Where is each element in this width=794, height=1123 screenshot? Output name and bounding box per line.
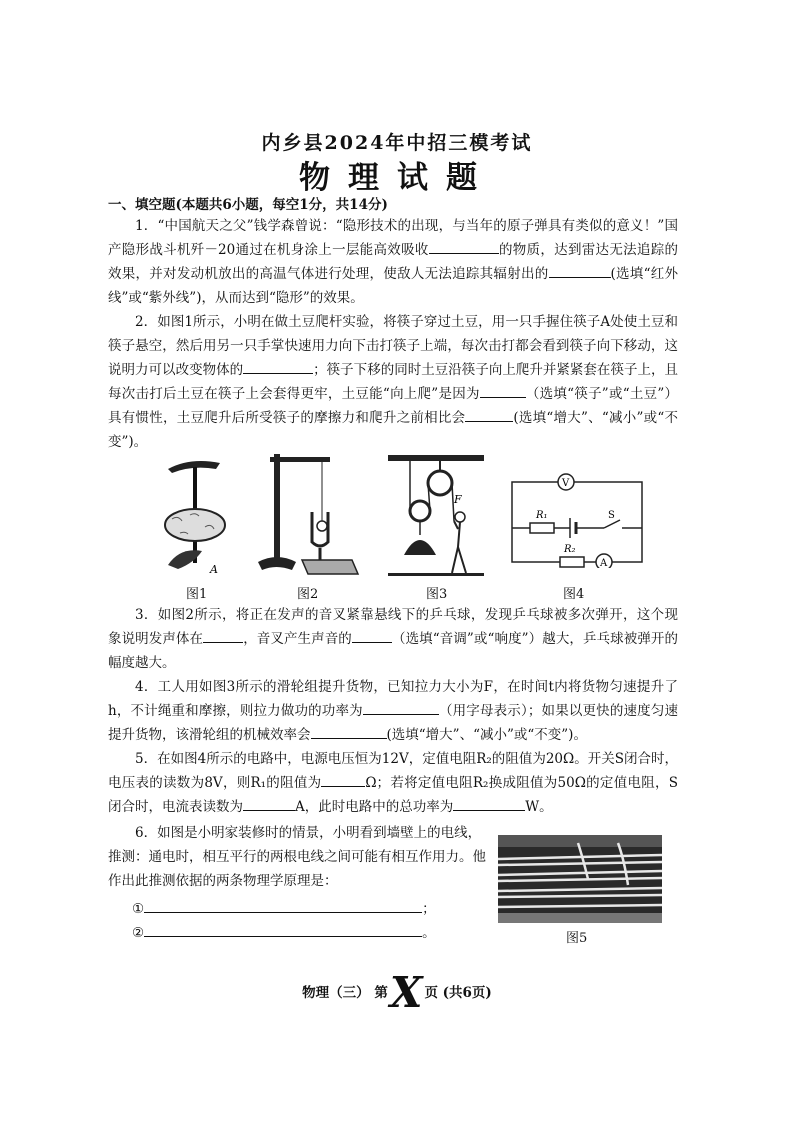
q6-text-1: 6．如图是小明家装修时的情景，小明看到墙壁上的电线，推测：通电时，相互平行的两根电线之间可能有相互作用力。他作出此推测依据的两条物理学原理是： (108, 825, 486, 889)
q1-text-2: 的物质，达到雷达无法追踪的效果，并对发动机放出的高温气体进行处理，使敌人无法追踪其辐射出的 (108, 242, 679, 282)
figure-4-circuit (508, 468, 648, 568)
r1-label: R₁ (536, 510, 548, 521)
q6-answer-2-line[interactable] (144, 922, 422, 937)
footer-subject: 物理（三） (302, 985, 370, 1001)
footer-page-prefix: 第 (374, 985, 388, 1001)
figure-5-wall-wires-photo (498, 835, 662, 923)
ammeter-label: A (600, 558, 608, 568)
q2-text-2: ；筷子下移的同时土豆沿筷子向上爬升并紧紧套在筷子上，且每次击打后土豆在筷子上会套得更牢，土豆能“向上爬”是因为 (108, 362, 679, 402)
question-5 (108, 747, 678, 819)
resonance-box (302, 560, 358, 574)
q5-blank-3[interactable] (453, 796, 525, 811)
worker-icon (455, 512, 465, 522)
q2-text-1: 2．如图1所示，小明在做土豆爬杆实验，将筷子穿过土豆，用一只手握住筷子A处使土豆和筷子悬空，然后用另一只手掌快速用力向下击打筷子上端，每次击打都会看到筷子向下移动，这说明力可以改变物体的 (108, 314, 678, 378)
footer-page-suffix: 页 (共6页) (424, 985, 492, 1001)
q2-text-4: (选填“增大”、“减小”或“不变”)。 (108, 410, 679, 450)
q4-blank-1[interactable] (363, 700, 439, 715)
q6-answer-1-label: ① (132, 901, 145, 917)
q2-blank-1[interactable] (243, 359, 313, 374)
q3-text-3: （选填“音调”或“响度”）越大，乒乓球被弹开的幅度越大。 (108, 631, 679, 671)
q4-text-3: (选填“增大”、“减小”或“不变”)。 (386, 727, 587, 743)
q2-text-3: （选填“筷子”或“土豆”）具有惯性，土豆爬升后所受筷子的摩擦力和爬升之前相比会 (108, 386, 678, 426)
exam-title: 内乡县2024年中招三模考试 (261, 132, 533, 154)
q6-answer-2-end: 。 (422, 925, 436, 941)
question-4 (108, 675, 678, 747)
fig4-caption: 图4 (563, 587, 585, 602)
q5-text-2: Ω；若将定值电阻R₂换成阻值为50Ω的定值电阻，S闭合时，电流表读数为 (108, 775, 678, 815)
subject-title: 物理试题 (299, 160, 495, 196)
ceiling (388, 455, 484, 461)
question-6 (108, 821, 486, 893)
q5-text-3: A，此时电路中的总功率为 (295, 799, 454, 815)
q1-blank-2[interactable] (549, 263, 611, 278)
figure-2-tuning-fork (252, 452, 362, 580)
q1-text-1: 1．“中国航天之父”钱学森曾说：“隐形技术的出现，与当年的原子弹具有类似的意义！”国产隐形战斗机歼－20通过在机身涂上一层能高效吸收 (108, 218, 678, 258)
q5-blank-1[interactable] (321, 772, 365, 787)
q3-text-1: 3．如图2所示，将正在发声的音叉紧靠悬线下的乒乓球，发现乒乓球被多次弹开，这个现象说明发声体在 (108, 607, 678, 647)
r2-label: R₂ (564, 544, 576, 555)
floor (388, 573, 484, 576)
fig5-caption: 图5 (566, 931, 588, 946)
fig3-caption: 图3 (426, 587, 448, 602)
q1-text-3: (选填“红外线”或“紫外线”)，从而达到“隐形”的效果。 (108, 266, 678, 306)
section-heading: 一、填空题(本题共6小题，每空1分，共14分) (108, 197, 388, 213)
stand-base (258, 557, 296, 570)
cargo-bag-icon (404, 540, 436, 555)
stand-pole (274, 454, 280, 562)
q5-text-1: 5．在如图4所示的电路中，电源电压恒为12V，定值电阻R₂的阻值为20Ω。开关S闭合时，电压表的读数为8V，则R₁的阻值为 (108, 751, 678, 791)
movable-pulley-icon (410, 501, 430, 521)
q5-text-4: W。 (525, 799, 553, 815)
q4-blank-2[interactable] (311, 724, 387, 739)
q6-answer-1-line[interactable] (144, 898, 422, 913)
switch-label: S (608, 510, 615, 521)
fixed-pulley-icon (428, 471, 452, 495)
q2-blank-3[interactable] (465, 407, 513, 422)
question-1 (108, 214, 678, 310)
q5-blank-2[interactable] (243, 796, 295, 811)
voltmeter-label: V (562, 478, 570, 489)
resistor-r1 (530, 523, 554, 533)
q1-blank-1[interactable] (429, 239, 499, 254)
q6-answer-2 (132, 921, 462, 945)
q3-text-2: ，音叉产生声音的 (243, 631, 352, 647)
question-3 (108, 603, 678, 675)
q6-answer-1-end: ； (422, 901, 436, 917)
q4-text-1: 4．工人用如图3所示的滑轮组提升货物，已知拉力大小为F，在时间t内将货物匀速提升了h，不计绳重和摩擦，则拉力做功的功率为 (108, 679, 678, 719)
q3-blank-2[interactable] (352, 628, 392, 643)
ping-pong-ball-icon (317, 521, 327, 531)
stand-arm (270, 457, 330, 462)
fig2-caption: 图2 (297, 587, 319, 602)
q6-answer-2-label: ② (132, 925, 145, 941)
q6-answer-1 (132, 897, 462, 921)
resistor-r2 (560, 557, 584, 567)
figure-3-pulley (388, 455, 484, 579)
q3-blank-1[interactable] (203, 628, 243, 643)
footer-x-mark: X (389, 968, 423, 1017)
page-footer (0, 968, 794, 1017)
fig1-caption: 图1 (186, 587, 208, 602)
question-2 (108, 310, 678, 454)
q2-blank-2[interactable] (480, 383, 526, 398)
q4-text-2: （用字母表示）；如果以更快的速度匀速提升货物，该滑轮组的机械效率会 (108, 703, 679, 743)
fig3-label-f: F (454, 493, 462, 506)
fig1-label-a: A (210, 563, 218, 576)
figure-1-potato-chopsticks (150, 455, 240, 577)
